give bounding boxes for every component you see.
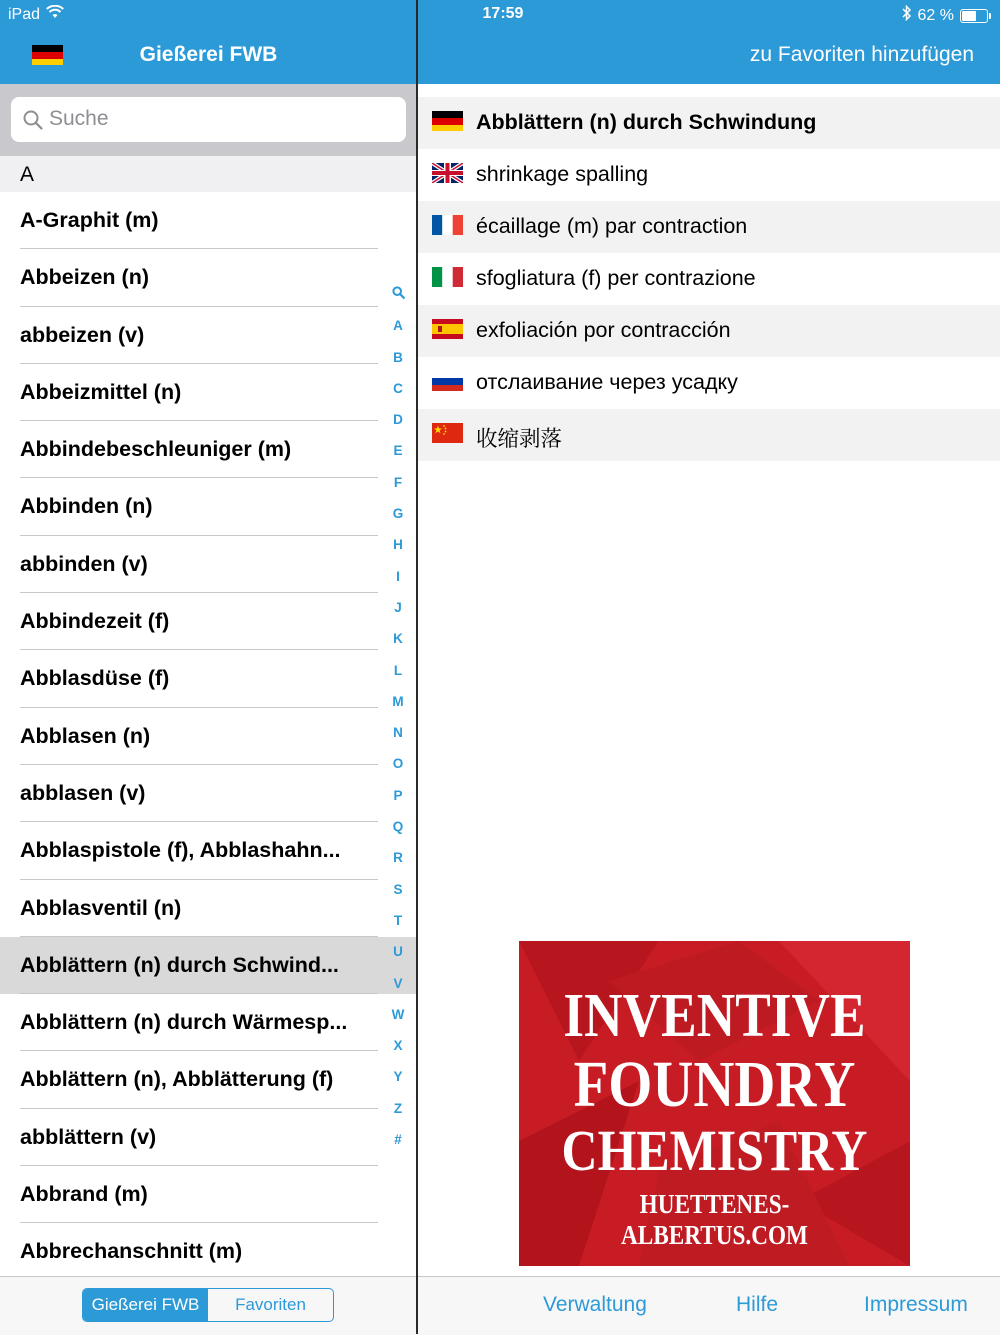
list-item-label: abbeizen (v) (20, 322, 145, 347)
index-letter[interactable]: E (393, 443, 403, 459)
translation-row[interactable] (418, 357, 1000, 409)
search-index-icon[interactable] (386, 286, 410, 317)
master-nav-bar (0, 28, 417, 84)
index-letter[interactable]: # (394, 1132, 402, 1148)
translation-row[interactable] (418, 253, 1000, 305)
index-letter[interactable]: U (393, 944, 403, 960)
list-item[interactable] (0, 307, 416, 364)
tab-favoriten[interactable]: Favoriten (235, 1295, 306, 1314)
ad-line-3: CHEMISTRY (561, 1118, 868, 1183)
ad-line-2: FOUNDRY (573, 1048, 856, 1121)
italian-flag-icon (432, 267, 463, 292)
list-item-label: Abblaspistole (f), Abblashahn... (20, 838, 341, 863)
index-letter[interactable]: S (393, 881, 403, 897)
term-list[interactable] (0, 192, 416, 1276)
list-item-label: A-Graphit (m) (20, 208, 159, 232)
clock: 17:59 (482, 5, 524, 22)
tab-giesserei-fwb[interactable]: Gießerei FWB (83, 1289, 208, 1321)
list-item[interactable] (0, 364, 416, 421)
list-item-label: Abbinden (n) (20, 494, 153, 519)
list-item-label: Abblasdüse (f) (20, 666, 170, 691)
translation-text: 收缩剥落 (476, 427, 563, 451)
translation-text: Abblättern (n) durch Schwindung (476, 110, 817, 134)
device-name: iPad (8, 5, 41, 23)
index-letter[interactable]: H (393, 537, 403, 553)
index-letter[interactable]: W (391, 1006, 405, 1022)
translation-row[interactable] (418, 149, 1000, 201)
index-letter[interactable]: M (392, 693, 404, 709)
list-item-label: Abbeizen (n) (20, 265, 149, 290)
list-item-label: Abblättern (n) durch Wärmesp... (20, 1010, 348, 1035)
index-letter[interactable]: P (393, 787, 403, 803)
list-item-label: Abblasventil (n) (20, 895, 182, 920)
list-item[interactable] (0, 536, 416, 593)
list-item[interactable] (0, 1051, 416, 1108)
ad-line-1: INVENTIVE (563, 982, 866, 1050)
list-item[interactable] (0, 478, 416, 535)
index-letter[interactable]: G (392, 506, 404, 522)
list-item[interactable] (0, 1109, 416, 1166)
list-item-label: Abblättern (n) durch Schwind... (20, 952, 339, 977)
french-flag-icon (432, 215, 463, 240)
section-header (0, 156, 416, 192)
list-item-label: Abbeizmittel (n) (20, 379, 182, 404)
translation-row[interactable] (418, 409, 1000, 461)
section-letter: A (20, 163, 35, 186)
index-letter[interactable]: N (393, 725, 403, 741)
index-letter[interactable]: Y (393, 1069, 403, 1085)
index-letter[interactable]: I (396, 568, 400, 584)
list-item[interactable] (0, 1223, 416, 1276)
search-input[interactable] (49, 106, 389, 132)
list-item[interactable] (0, 765, 416, 822)
index-letter[interactable]: Q (392, 819, 404, 835)
index-letter[interactable]: V (393, 975, 403, 991)
chinese-flag-icon (432, 423, 463, 448)
index-letter[interactable]: J (394, 599, 402, 615)
list-item[interactable] (0, 937, 416, 994)
index-letter[interactable]: L (393, 662, 403, 678)
list-item[interactable] (0, 880, 416, 937)
list-item[interactable] (0, 249, 416, 306)
index-letter[interactable]: B (393, 349, 403, 365)
uk-flag-icon (432, 163, 463, 188)
list-item[interactable] (0, 650, 416, 707)
index-letter[interactable]: T (393, 912, 403, 928)
list-item[interactable] (0, 708, 416, 765)
translation-text: отслаивание через усадку (476, 370, 738, 394)
search-field-container[interactable] (11, 97, 406, 142)
status-bar (0, 0, 1000, 28)
index-letter[interactable]: X (393, 1038, 403, 1054)
list-item-label: Abbrand (m) (20, 1182, 148, 1207)
list-item-label: abblasen (v) (20, 780, 146, 805)
list-item-label: Abbindezeit (f) (20, 609, 170, 634)
russian-flag-icon (432, 371, 463, 396)
list-item[interactable] (0, 1166, 416, 1223)
spanish-flag-icon (432, 319, 463, 344)
translation-row[interactable] (418, 305, 1000, 357)
list-item-label: Abbindebeschleuniger (m) (20, 437, 292, 462)
list-item-label: Abblasen (n) (20, 723, 151, 748)
index-letter[interactable]: K (393, 631, 403, 647)
translation-row[interactable] (418, 97, 1000, 149)
search-bar (0, 84, 416, 156)
list-item-label: Abbrechanschnitt (m) (20, 1239, 243, 1264)
index-letter[interactable]: C (393, 380, 403, 396)
list-item[interactable] (0, 822, 416, 879)
list-item[interactable] (0, 593, 416, 650)
translation-text: shrinkage spalling (476, 162, 649, 186)
add-to-favorites-button[interactable]: zu Favoriten hinzufügen (749, 43, 974, 66)
index-letter[interactable]: D (393, 412, 403, 428)
battery-icon (960, 9, 988, 23)
impressum-button[interactable]: Impressum (864, 1293, 968, 1316)
list-item[interactable] (0, 994, 416, 1051)
master-toolbar (0, 1276, 416, 1335)
search-icon (23, 110, 43, 135)
master-title: Gießerei FWB (139, 43, 278, 66)
list-item-label: abbinden (v) (20, 551, 148, 576)
ad-url: HUETTENES-ALBERTUS.COM (621, 1189, 808, 1250)
segmented-control[interactable] (82, 1288, 334, 1322)
translation-row[interactable] (418, 201, 1000, 253)
translation-text: écaillage (m) par contraction (476, 214, 748, 238)
detail-nav-bar (418, 28, 1000, 84)
german-flag-icon (432, 111, 463, 136)
list-item-label: abblättern (v) (20, 1124, 157, 1149)
translation-text: exfoliación por contracción (476, 318, 731, 342)
index-letter[interactable]: F (393, 474, 403, 490)
advertisement-banner[interactable] (519, 941, 910, 1266)
index-letter[interactable]: R (393, 850, 403, 866)
alphabet-index[interactable] (386, 286, 410, 1162)
translation-text: sfogliatura (f) per contrazione (476, 266, 756, 290)
detail-toolbar (418, 1276, 1000, 1335)
hilfe-button[interactable]: Hilfe (736, 1293, 779, 1316)
index-letter[interactable]: A (393, 318, 403, 334)
index-letter[interactable]: O (392, 756, 404, 772)
bluetooth-icon (902, 5, 912, 26)
index-letter[interactable]: Z (393, 1100, 403, 1116)
top-bar (0, 0, 1000, 84)
list-item[interactable] (0, 421, 416, 478)
verwaltung-button[interactable]: Verwaltung (543, 1293, 647, 1316)
list-item[interactable] (0, 192, 416, 249)
battery-percent: 62 % (917, 6, 954, 24)
list-item-label: Abblättern (n), Abblätterung (f) (20, 1067, 334, 1092)
